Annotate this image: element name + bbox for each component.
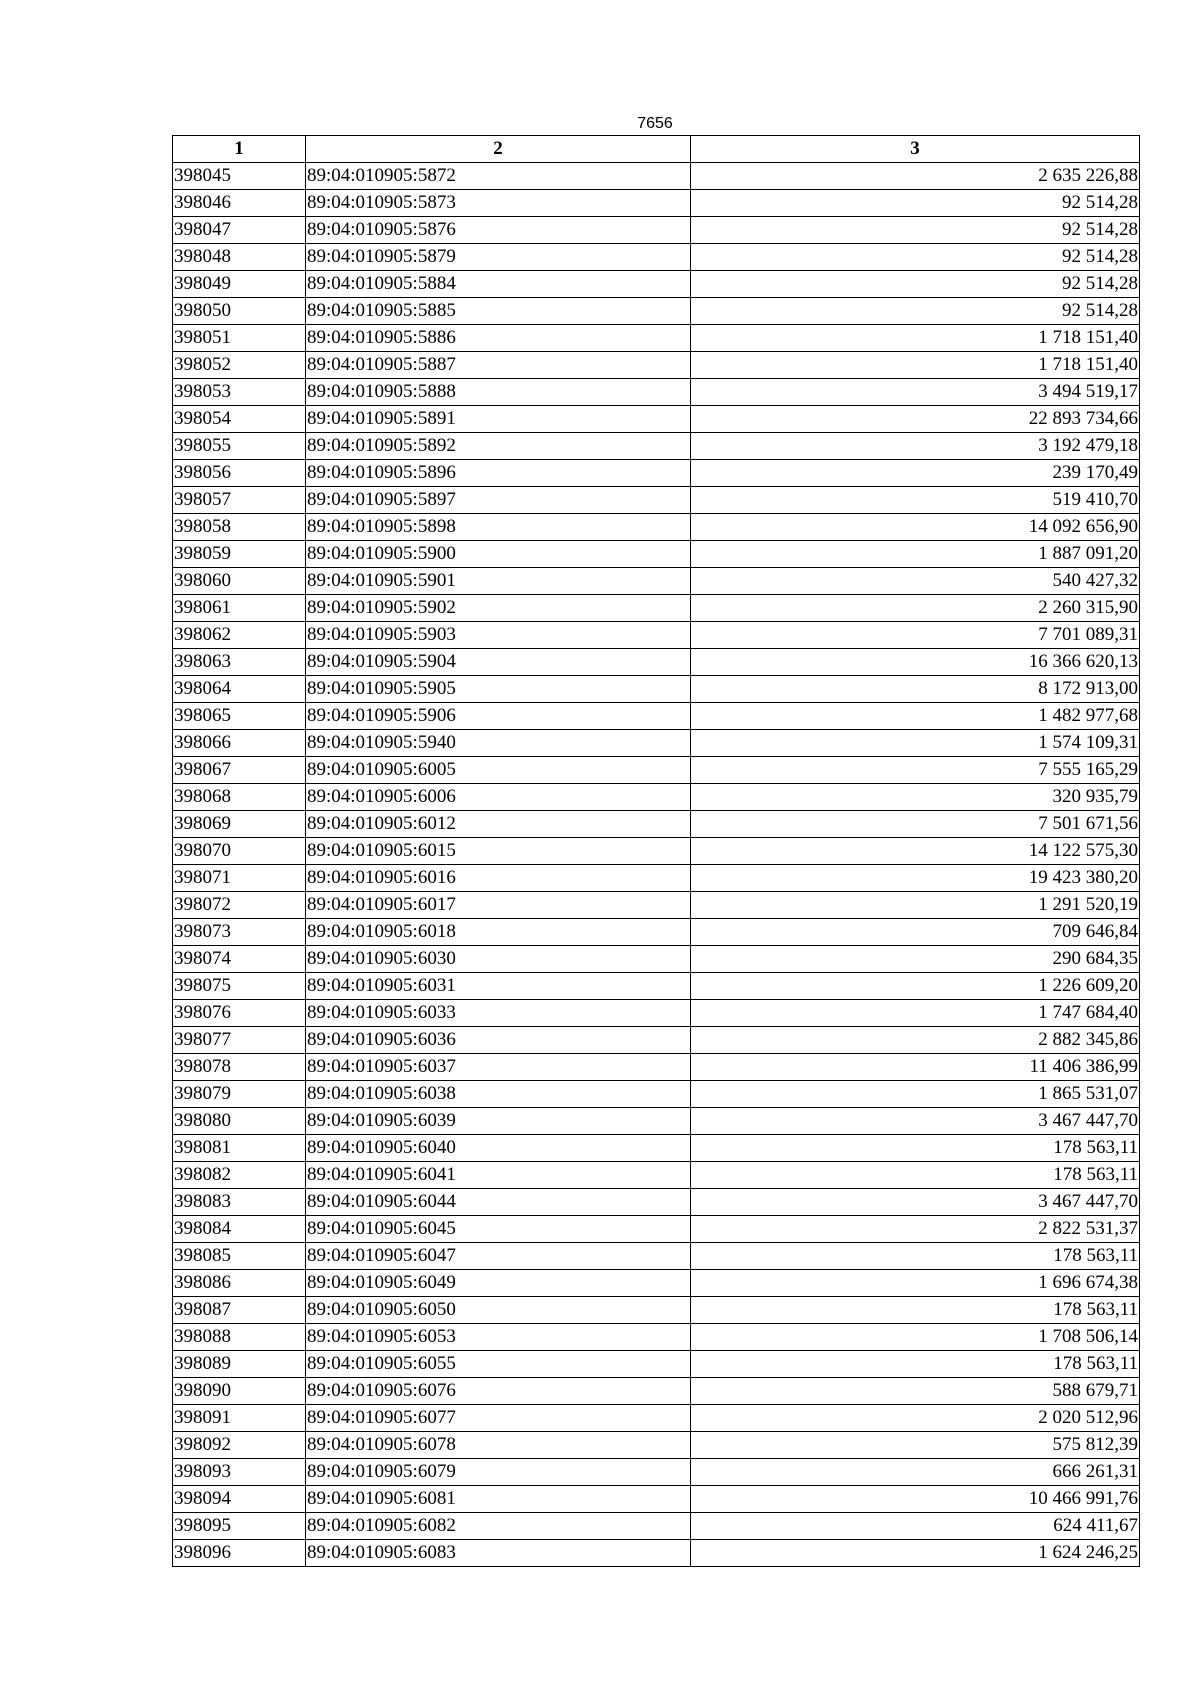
table-row [173, 973, 1140, 1000]
row-number-cell: 398077 [173, 1027, 306, 1054]
value-cell: 1 624 246,25 [691, 1540, 1140, 1567]
value-cell: 19 423 380,20 [691, 865, 1140, 892]
value-cell: 10 466 991,76 [691, 1486, 1140, 1513]
cadastral-number-cell: 89:04:010905:6077 [306, 1405, 691, 1432]
value-cell: 92 514,28 [691, 217, 1140, 244]
value-cell: 11 406 386,99 [691, 1054, 1140, 1081]
row-number-cell: 398049 [173, 271, 306, 298]
row-number-cell: 398062 [173, 622, 306, 649]
cadastral-number-cell: 89:04:010905:6017 [306, 892, 691, 919]
table-row [173, 919, 1140, 946]
table-row [173, 298, 1140, 325]
cadastral-number-cell: 89:04:010905:6037 [306, 1054, 691, 1081]
table-row [173, 1486, 1140, 1513]
row-number-cell: 398076 [173, 1000, 306, 1027]
table-row [173, 1027, 1140, 1054]
value-cell: 540 427,32 [691, 568, 1140, 595]
value-cell: 1 887 091,20 [691, 541, 1140, 568]
table-row [173, 784, 1140, 811]
table-row [173, 244, 1140, 271]
cadastral-number-cell: 89:04:010905:5900 [306, 541, 691, 568]
value-cell: 575 812,39 [691, 1432, 1140, 1459]
value-cell: 92 514,28 [691, 271, 1140, 298]
value-cell: 290 684,35 [691, 946, 1140, 973]
table-row [173, 649, 1140, 676]
table-row [173, 1378, 1140, 1405]
row-number-cell: 398053 [173, 379, 306, 406]
table-header [173, 136, 1140, 163]
row-number-cell: 398047 [173, 217, 306, 244]
value-cell: 7 501 671,56 [691, 811, 1140, 838]
row-number-cell: 398065 [173, 703, 306, 730]
value-cell: 14 122 575,30 [691, 838, 1140, 865]
row-number-cell: 398084 [173, 1216, 306, 1243]
value-cell: 1 718 151,40 [691, 352, 1140, 379]
row-number-cell: 398064 [173, 676, 306, 703]
table-body [173, 163, 1140, 1567]
row-number-cell: 398055 [173, 433, 306, 460]
table-row [173, 1216, 1140, 1243]
row-number-cell: 398091 [173, 1405, 306, 1432]
value-cell: 7 701 089,31 [691, 622, 1140, 649]
table-row [173, 541, 1140, 568]
cadastral-number-cell: 89:04:010905:6040 [306, 1135, 691, 1162]
cadastral-number-cell: 89:04:010905:5901 [306, 568, 691, 595]
value-cell: 2 822 531,37 [691, 1216, 1140, 1243]
row-number-cell: 398095 [173, 1513, 306, 1540]
row-number-cell: 398096 [173, 1540, 306, 1567]
value-cell: 178 563,11 [691, 1351, 1140, 1378]
value-cell: 178 563,11 [691, 1297, 1140, 1324]
page-number: 7656 [637, 115, 673, 132]
row-number-cell: 398066 [173, 730, 306, 757]
row-number-cell: 398071 [173, 865, 306, 892]
value-cell: 666 261,31 [691, 1459, 1140, 1486]
row-number-cell: 398081 [173, 1135, 306, 1162]
value-cell: 1 482 977,68 [691, 703, 1140, 730]
table-row [173, 487, 1140, 514]
header-col-1: 1 [173, 136, 306, 163]
cadastral-number-cell: 89:04:010905:6050 [306, 1297, 691, 1324]
value-cell: 624 411,67 [691, 1513, 1140, 1540]
table-row [173, 703, 1140, 730]
value-cell: 92 514,28 [691, 244, 1140, 271]
value-cell: 1 718 151,40 [691, 325, 1140, 352]
row-number-cell: 398068 [173, 784, 306, 811]
value-cell: 178 563,11 [691, 1243, 1140, 1270]
value-cell: 1 708 506,14 [691, 1324, 1140, 1351]
table-row [173, 1432, 1140, 1459]
value-cell: 1 696 674,38 [691, 1270, 1140, 1297]
value-cell: 92 514,28 [691, 190, 1140, 217]
row-number-cell: 398070 [173, 838, 306, 865]
value-cell: 2 635 226,88 [691, 163, 1140, 190]
row-number-cell: 398085 [173, 1243, 306, 1270]
table-row [173, 190, 1140, 217]
value-cell: 1 291 520,19 [691, 892, 1140, 919]
row-number-cell: 398060 [173, 568, 306, 595]
row-number-cell: 398067 [173, 757, 306, 784]
row-number-cell: 398078 [173, 1054, 306, 1081]
value-cell: 1 747 684,40 [691, 1000, 1140, 1027]
table-row [173, 1351, 1140, 1378]
row-number-cell: 398073 [173, 919, 306, 946]
row-number-cell: 398057 [173, 487, 306, 514]
cadastral-number-cell: 89:04:010905:6045 [306, 1216, 691, 1243]
row-number-cell: 398050 [173, 298, 306, 325]
header-col-2: 2 [306, 136, 691, 163]
table-row [173, 892, 1140, 919]
cadastral-number-cell: 89:04:010905:5885 [306, 298, 691, 325]
table-row [173, 514, 1140, 541]
cadastral-number-cell: 89:04:010905:5888 [306, 379, 691, 406]
cadastral-number-cell: 89:04:010905:6030 [306, 946, 691, 973]
table-row [173, 1324, 1140, 1351]
table-row [173, 568, 1140, 595]
cadastral-number-cell: 89:04:010905:6041 [306, 1162, 691, 1189]
cadastral-number-cell: 89:04:010905:6053 [306, 1324, 691, 1351]
table-row [173, 406, 1140, 433]
data-table [172, 135, 1140, 1567]
row-number-cell: 398088 [173, 1324, 306, 1351]
cadastral-number-cell: 89:04:010905:5879 [306, 244, 691, 271]
table-row [173, 163, 1140, 190]
cadastral-number-cell: 89:04:010905:5904 [306, 649, 691, 676]
cadastral-number-cell: 89:04:010905:5891 [306, 406, 691, 433]
value-cell: 2 882 345,86 [691, 1027, 1140, 1054]
row-number-cell: 398056 [173, 460, 306, 487]
row-number-cell: 398048 [173, 244, 306, 271]
value-cell: 1 574 109,31 [691, 730, 1140, 757]
cadastral-number-cell: 89:04:010905:5884 [306, 271, 691, 298]
value-cell: 16 366 620,13 [691, 649, 1140, 676]
table-row [173, 595, 1140, 622]
cadastral-number-cell: 89:04:010905:5887 [306, 352, 691, 379]
table-row [173, 676, 1140, 703]
table-row [173, 865, 1140, 892]
header-col-3: 3 [691, 136, 1140, 163]
row-number-cell: 398080 [173, 1108, 306, 1135]
cadastral-number-cell: 89:04:010905:5905 [306, 676, 691, 703]
cadastral-number-cell: 89:04:010905:5886 [306, 325, 691, 352]
cadastral-number-cell: 89:04:010905:6006 [306, 784, 691, 811]
cadastral-number-cell: 89:04:010905:6012 [306, 811, 691, 838]
cadastral-number-cell: 89:04:010905:6015 [306, 838, 691, 865]
value-cell: 3 192 479,18 [691, 433, 1140, 460]
table-row [173, 1297, 1140, 1324]
cadastral-number-cell: 89:04:010905:6047 [306, 1243, 691, 1270]
cadastral-number-cell: 89:04:010905:6079 [306, 1459, 691, 1486]
row-number-cell: 398069 [173, 811, 306, 838]
value-cell: 178 563,11 [691, 1135, 1140, 1162]
cadastral-number-cell: 89:04:010905:5896 [306, 460, 691, 487]
row-number-cell: 398083 [173, 1189, 306, 1216]
table-row [173, 1459, 1140, 1486]
table-row [173, 946, 1140, 973]
row-number-cell: 398089 [173, 1351, 306, 1378]
table-row [173, 811, 1140, 838]
cadastral-number-cell: 89:04:010905:5892 [306, 433, 691, 460]
table-row [173, 1162, 1140, 1189]
value-cell: 519 410,70 [691, 487, 1140, 514]
table-row [173, 271, 1140, 298]
table-row [173, 460, 1140, 487]
row-number-cell: 398058 [173, 514, 306, 541]
value-cell: 588 679,71 [691, 1378, 1140, 1405]
table-row [173, 622, 1140, 649]
value-cell: 178 563,11 [691, 1162, 1140, 1189]
row-number-cell: 398045 [173, 163, 306, 190]
row-number-cell: 398075 [173, 973, 306, 1000]
table-row [173, 1189, 1140, 1216]
table-row [173, 1243, 1140, 1270]
cadastral-number-cell: 89:04:010905:6083 [306, 1540, 691, 1567]
row-number-cell: 398059 [173, 541, 306, 568]
cadastral-number-cell: 89:04:010905:6076 [306, 1378, 691, 1405]
value-cell: 14 092 656,90 [691, 514, 1140, 541]
cadastral-number-cell: 89:04:010905:6049 [306, 1270, 691, 1297]
table-row [173, 379, 1140, 406]
table-row [173, 1405, 1140, 1432]
row-number-cell: 398074 [173, 946, 306, 973]
cadastral-number-cell: 89:04:010905:6016 [306, 865, 691, 892]
cadastral-number-cell: 89:04:010905:5906 [306, 703, 691, 730]
cadastral-number-cell: 89:04:010905:5903 [306, 622, 691, 649]
table-row [173, 1270, 1140, 1297]
row-number-cell: 398092 [173, 1432, 306, 1459]
row-number-cell: 398052 [173, 352, 306, 379]
table-row [173, 1108, 1140, 1135]
cadastral-number-cell: 89:04:010905:6078 [306, 1432, 691, 1459]
row-number-cell: 398063 [173, 649, 306, 676]
row-number-cell: 398079 [173, 1081, 306, 1108]
table-row [173, 217, 1140, 244]
table-row [173, 1081, 1140, 1108]
cadastral-number-cell: 89:04:010905:6036 [306, 1027, 691, 1054]
cadastral-number-cell: 89:04:010905:5902 [306, 595, 691, 622]
value-cell: 1 226 609,20 [691, 973, 1140, 1000]
table-row [173, 433, 1140, 460]
row-number-cell: 398072 [173, 892, 306, 919]
value-cell: 3 467 447,70 [691, 1108, 1140, 1135]
row-number-cell: 398086 [173, 1270, 306, 1297]
cadastral-number-cell: 89:04:010905:6033 [306, 1000, 691, 1027]
value-cell: 92 514,28 [691, 298, 1140, 325]
cadastral-number-cell: 89:04:010905:6038 [306, 1081, 691, 1108]
value-cell: 3 494 519,17 [691, 379, 1140, 406]
value-cell: 2 020 512,96 [691, 1405, 1140, 1432]
value-cell: 239 170,49 [691, 460, 1140, 487]
value-cell: 22 893 734,66 [691, 406, 1140, 433]
cadastral-number-cell: 89:04:010905:6018 [306, 919, 691, 946]
cadastral-number-cell: 89:04:010905:5897 [306, 487, 691, 514]
value-cell: 8 172 913,00 [691, 676, 1140, 703]
table-row [173, 730, 1140, 757]
row-number-cell: 398090 [173, 1378, 306, 1405]
row-number-cell: 398046 [173, 190, 306, 217]
value-cell: 3 467 447,70 [691, 1189, 1140, 1216]
row-number-cell: 398082 [173, 1162, 306, 1189]
table-row [173, 1054, 1140, 1081]
cadastral-number-cell: 89:04:010905:5940 [306, 730, 691, 757]
cadastral-number-cell: 89:04:010905:6044 [306, 1189, 691, 1216]
value-cell: 7 555 165,29 [691, 757, 1140, 784]
table-row [173, 1000, 1140, 1027]
row-number-cell: 398087 [173, 1297, 306, 1324]
value-cell: 1 865 531,07 [691, 1081, 1140, 1108]
cadastral-number-cell: 89:04:010905:5872 [306, 163, 691, 190]
table-row [173, 1513, 1140, 1540]
table-row [173, 1135, 1140, 1162]
table-row [173, 1540, 1140, 1567]
cadastral-number-cell: 89:04:010905:6005 [306, 757, 691, 784]
row-number-cell: 398093 [173, 1459, 306, 1486]
cadastral-number-cell: 89:04:010905:5876 [306, 217, 691, 244]
row-number-cell: 398061 [173, 595, 306, 622]
table-row [173, 757, 1140, 784]
cadastral-number-cell: 89:04:010905:6039 [306, 1108, 691, 1135]
value-cell: 709 646,84 [691, 919, 1140, 946]
table-row [173, 325, 1140, 352]
header-row [173, 136, 1140, 163]
table-row [173, 352, 1140, 379]
table-row [173, 838, 1140, 865]
cadastral-number-cell: 89:04:010905:6031 [306, 973, 691, 1000]
cadastral-number-cell: 89:04:010905:6082 [306, 1513, 691, 1540]
cadastral-number-cell: 89:04:010905:6081 [306, 1486, 691, 1513]
cadastral-number-cell: 89:04:010905:5898 [306, 514, 691, 541]
cadastral-number-cell: 89:04:010905:5873 [306, 190, 691, 217]
value-cell: 320 935,79 [691, 784, 1140, 811]
cadastral-number-cell: 89:04:010905:6055 [306, 1351, 691, 1378]
row-number-cell: 398051 [173, 325, 306, 352]
row-number-cell: 398054 [173, 406, 306, 433]
value-cell: 2 260 315,90 [691, 595, 1140, 622]
row-number-cell: 398094 [173, 1486, 306, 1513]
